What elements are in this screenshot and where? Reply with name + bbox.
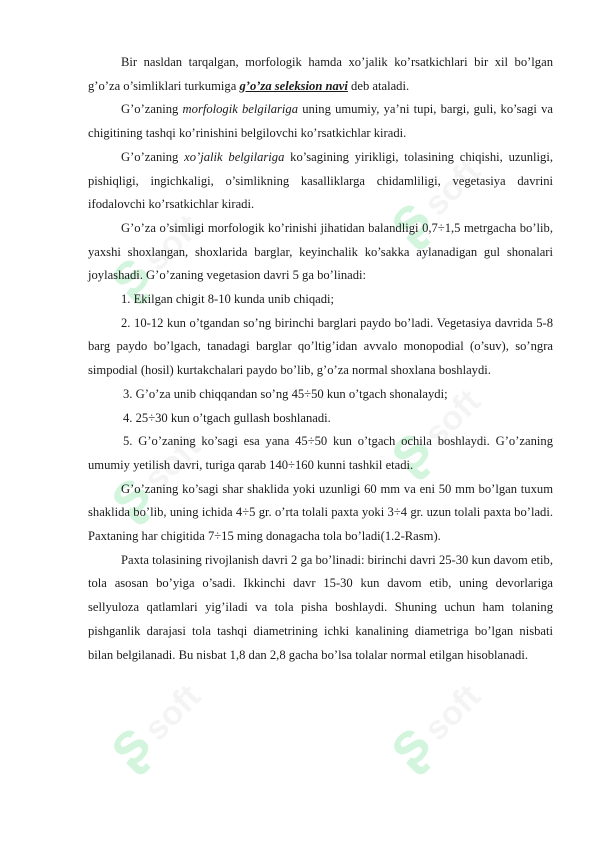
watermark-logo: ʂsoft [372,677,488,780]
watermark-logo: ʂsoft [372,152,488,255]
document-body [88,51,553,667]
list-item-1: 1. Ekilgan chigit 8-10 kunda unib chiqadi; [121,292,335,307]
list-item-5: 5. G’o’zaning ko’sagi esa yana 45÷50 kun o’tgach ochila boshlaydi. G’o’zaning umumiy yetilish davri, turiga qarab 140÷160 kunni tashkil etadi. [88,434,553,472]
term-xojalik: xo’jalik belgilariga [184,149,285,164]
text-run: ko’sagining yirikligi, tolasining chiqishi, uzunligi, pishiqligi, ingichkaligi, o’simlikning kasalliklarga chidamliligi, vegetasiya davrini ifodalovchi ko’rsatkichlar kiradi. [88,149,553,212]
list-item-3: 3. G’o’za unib chiqqandan so’ng 45÷50 kun o’tgach shonalaydi; [123,386,448,401]
list-item-4: 4. 25÷30 kun o’tgach gullash boshlanadi. [123,410,331,425]
paragraph-definition [88,51,553,98]
list-item-2: 2. 10-12 kun o’tgandan so’ng birinchi barglari paydo bo’ladi. Vegetasiya davrida 5-8 barg paydo bo’lgach, tanadagi barglar qo’ltig’idan avvalo monopodial (o’suv), so’ngra simpodial (hosil) kurtakchalari paydo bo’lib, g’o’za normal shoxlana boshlaydi. [88,315,553,378]
text-run: Bir nasldan tarqalgan, morfologik hamda xo’jalik ko’rsatkichlari bir xil bo’lgan g’o’za o’simliklari turkumiga [88,55,553,93]
text-run: G’o’zaning [121,149,185,164]
term-seleksion-navi: g’o’za seleksion navi [239,78,348,93]
text-run: G’o’zaning [121,102,183,117]
watermark-logo: ʂsoft [92,427,208,530]
watermark-logo: ʂsoft [92,677,208,780]
paragraph-morphological [88,98,553,145]
paragraph-economic [88,146,553,217]
watermark-logo: ʂsoft [372,382,488,485]
watermark-logo: ʂsoft [92,207,208,310]
paragraph-plant-description: G’o’za o’simligi morfologik ko’rinishi jihatidan balandligi 0,7÷1,5 metrgacha bo’lib, yaxshi shoxlangan, shoxlarida barglar, keyinchalik ko’sakka aylanadigan gul shonalari joylashadi. G’o’zaning vegetasion davri 5 ga bo’linadi: [88,220,553,283]
term-morfologik: morfologik belgilariga [182,102,298,117]
text-run: uning umumiy, ya’ni tupi, bargi, guli, ko’sagi va chigitining tashqi ko’rinishini belgilovchi ko’rsatkichlar kiradi. [88,102,554,141]
paragraph-boll: G’o’zaning ko’sagi shar shaklida yoki uzunligi 60 mm va eni 50 mm bo’lgan tuxum shaklida bo’lib, uning ichida 4÷5 gr. o’rta tolali paxta yoki 3÷4 gr. uzun tolali paxta bo’ladi. Paxtaning har chigitida 7÷15 ming donagacha tola bo’ladi(1.2-Rasm). [88,481,553,544]
paragraph-fiber-development: Paxta tolasining rivojlanish davri 2 ga bo’linadi: birinchi davri 25-30 kun davom etib, tola asosan bo’yiga o’sadi. Ikkinchi davr 15-30 kun davom etib, uning devorlariga sellyuloza qatlamlari yig’iladi va tola pisha boshlaydi. Shuning uchun ham tolaning pishganlik darajasi tola tashqi diametrining ichki kanalining diametriga bo’lgan nisbati bilan belgilanadi. Bu nisbat 1,8 dan 2,8 gacha bo’lsa tolalar normal etilgan hisoblanadi. [88,552,553,662]
text-run: deb ataladi. [347,78,410,93]
